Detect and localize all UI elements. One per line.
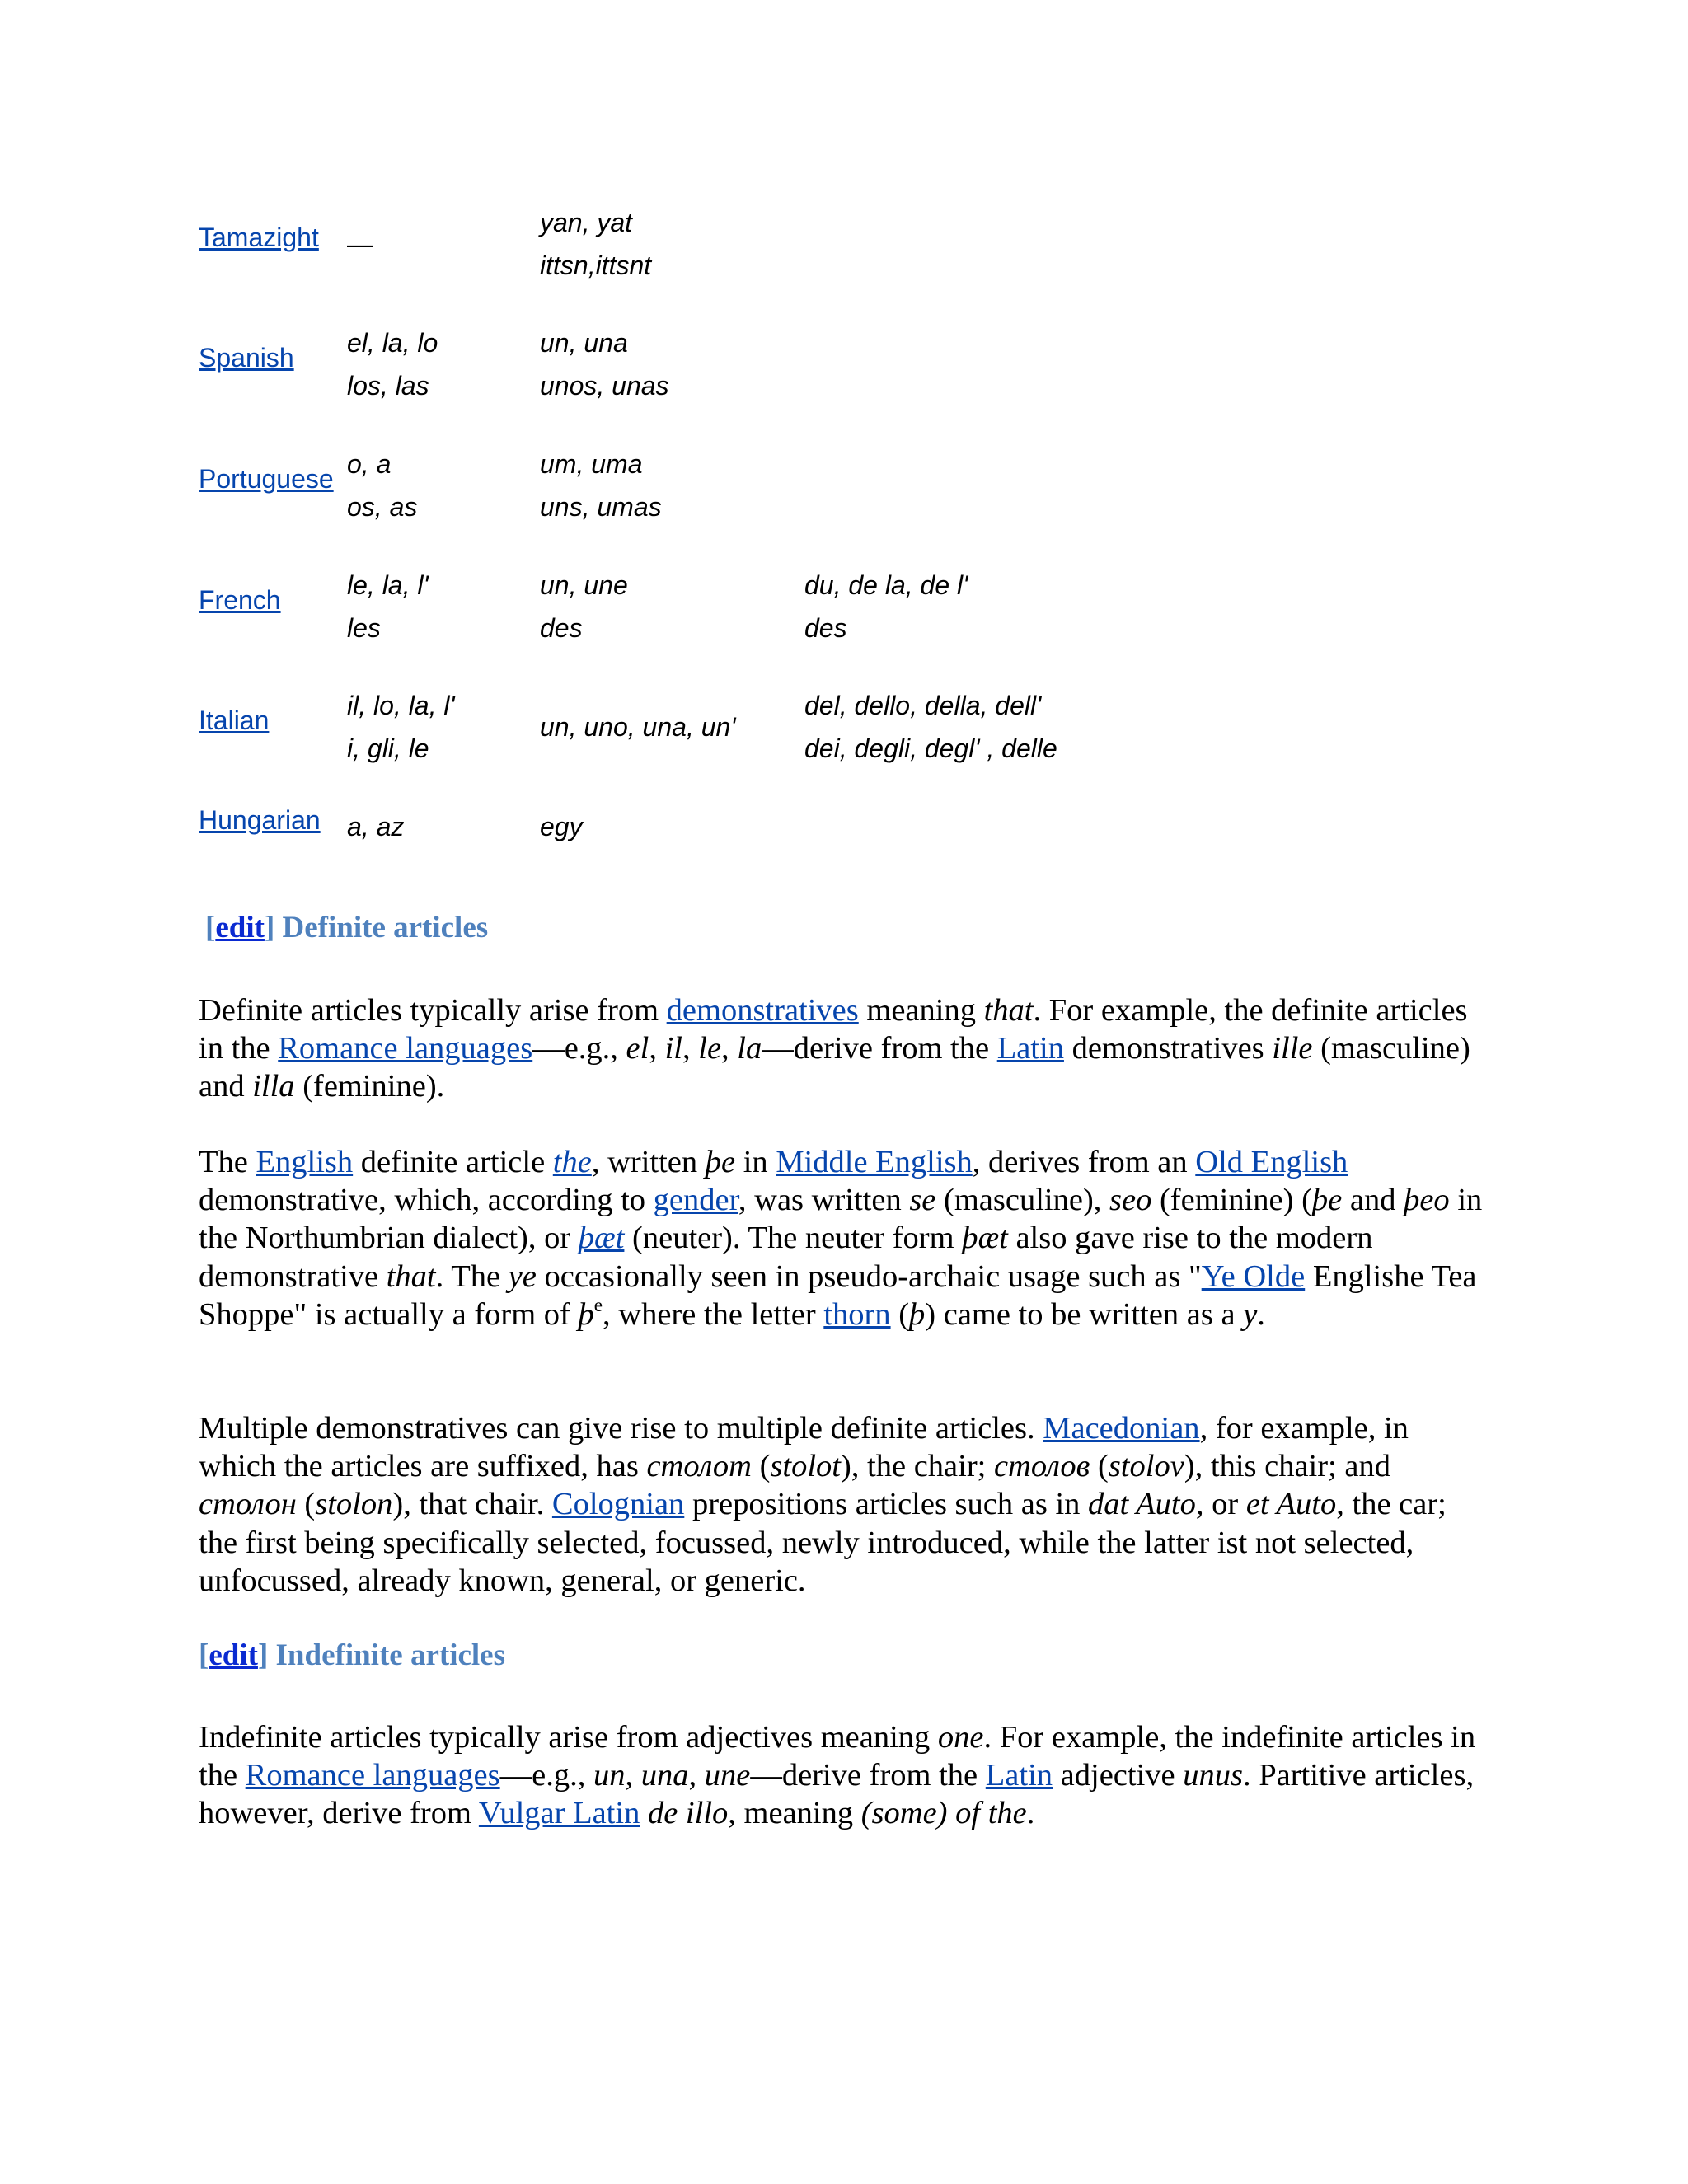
definite-cell: [347, 684, 455, 770]
indefinite-cell: [540, 705, 735, 748]
definite-form: los, las: [347, 371, 429, 401]
indefinite-cell: [540, 805, 583, 848]
link-old-english[interactable]: Old English: [1195, 1145, 1348, 1179]
definite-cell: [347, 564, 429, 649]
language-link-italian[interactable]: Italian: [199, 705, 270, 735]
definite-cell: [347, 443, 417, 528]
partitive-form: du, de la, de l': [804, 570, 968, 600]
indefinite-cell: [540, 443, 662, 528]
link-latin[interactable]: Latin: [996, 1031, 1064, 1066]
definite-cell: [347, 223, 373, 265]
indefinite-articles-heading: [edit] Indefinite articles: [199, 1638, 505, 1672]
definite-form: a, az: [347, 812, 405, 841]
partitive-cell: [804, 684, 1057, 770]
indefinite-form: um, uma: [540, 449, 643, 479]
link-colognian[interactable]: Colognian: [551, 1487, 685, 1522]
indefinite-cell: [540, 201, 651, 287]
definite-origin-paragraph: Definite articles typically arise from demonstratives meaning that. For example, the definite articles in the Romance languages—e.g., el, il, le, la—derive from the Latin demonstratives ille (masculine) and illa (feminine).: [199, 993, 1470, 1104]
link-the[interactable]: the: [552, 1145, 592, 1179]
link-demonstratives[interactable]: demonstratives: [666, 993, 859, 1028]
indefinite-form: yan, yat: [540, 208, 633, 237]
definite-form: il, lo, la, l': [347, 691, 455, 720]
edit-link[interactable]: edit: [209, 1638, 258, 1672]
language-link-spanish[interactable]: Spanish: [199, 343, 294, 373]
indefinite-form: un, una: [540, 328, 628, 358]
language-link-tamazight[interactable]: Tamazight: [199, 223, 319, 252]
definite-form: os, as: [347, 492, 418, 522]
indefinite-cell: [540, 321, 669, 407]
indefinite-form: egy: [540, 812, 583, 841]
definite-form: les: [347, 613, 381, 643]
link-thaet[interactable]: þæt: [578, 1221, 625, 1256]
language-link-french[interactable]: French: [199, 585, 281, 615]
multiple-demonstratives-paragraph: Multiple demonstratives can give rise to multiple definite articles. Macedonian, for example, in which the articles are suffixed, has столот (stolot), the chair; столов (stolov), this chair; and столон (stolon), that chair. Colognian prepositions articles such as in dat Auto, or et Auto, the car; the first being specifically selected, focussed, newly introduced, while the latter ist not selected, unfocussed, already known, general, or generic.: [199, 1411, 1447, 1598]
indefinite-form: uns, umas: [540, 492, 662, 522]
indefinite-form: unos, unas: [540, 371, 669, 401]
link-romance-languages[interactable]: Romance languages: [245, 1758, 500, 1793]
definite-form: o, a: [347, 449, 392, 479]
definite-cell: [347, 805, 404, 848]
link-macedonian[interactable]: Macedonian: [1043, 1411, 1200, 1446]
language-link-hungarian[interactable]: Hungarian: [199, 805, 321, 835]
link-thorn[interactable]: thorn: [823, 1296, 891, 1332]
language-link-portuguese[interactable]: Portuguese: [199, 464, 334, 494]
indefinite-cell: [540, 564, 628, 649]
indefinite-form: ittsn,ittsnt: [540, 251, 652, 280]
partitive-form: del, dello, della, dell': [804, 691, 1042, 720]
link-middle-english[interactable]: Middle English: [776, 1145, 973, 1179]
link-latin[interactable]: Latin: [985, 1758, 1053, 1793]
partitive-form: dei, degli, degl' , delle: [804, 733, 1057, 763]
definite-form: el, la, lo: [347, 328, 438, 358]
link-ye-olde[interactable]: Ye Olde: [1201, 1258, 1306, 1294]
definite-form: le, la, l': [347, 570, 429, 600]
indefinite-form: un, une: [540, 570, 628, 600]
link-vulgar-latin[interactable]: Vulgar Latin: [478, 1796, 640, 1831]
link-gender[interactable]: gender: [653, 1183, 738, 1218]
heading-title: Indefinite articles: [275, 1638, 505, 1672]
link-romance-languages[interactable]: Romance languages: [278, 1031, 533, 1066]
indefinite-origin-paragraph: Indefinite articles typically arise from adjectives meaning one. For example, the indefinite articles in the Romance languages—e.g., un, una, une—derive from the Latin adjective unus. Partitive articles, however, derive from Vulgar Latin de illo, meaning (some) of the.: [199, 1720, 1476, 1831]
partitive-form: des: [804, 613, 847, 643]
english-article-paragraph: The English definite article the, written þe in Middle English, derives from an Old English demonstrative, which, according to gender, was written se (masculine), seo (feminine) (þe and þeo in the Northumbrian dialect), or þæt (neuter). The neuter form þæt also gave rise to the modern demonstrative that. The ye occasionally seen in pseudo-archaic usage such as "Ye Olde Englishe Tea Shoppe" is actually a form of $þ^e$, where the letter thorn (þ) came to be written as a y.: [199, 1145, 1483, 1332]
heading-title: Definite articles: [282, 911, 489, 944]
definite-form: i, gli, le: [347, 733, 429, 763]
definite-articles-heading: [edit] Definite articles: [205, 911, 489, 944]
link-english[interactable]: English: [256, 1145, 354, 1179]
indefinite-form: des: [540, 613, 583, 643]
edit-link[interactable]: edit: [215, 911, 265, 944]
definite-form: —: [347, 229, 373, 259]
indefinite-form: un, uno, una, un': [540, 712, 736, 742]
partitive-cell: [804, 564, 968, 649]
definite-cell: [347, 321, 438, 407]
